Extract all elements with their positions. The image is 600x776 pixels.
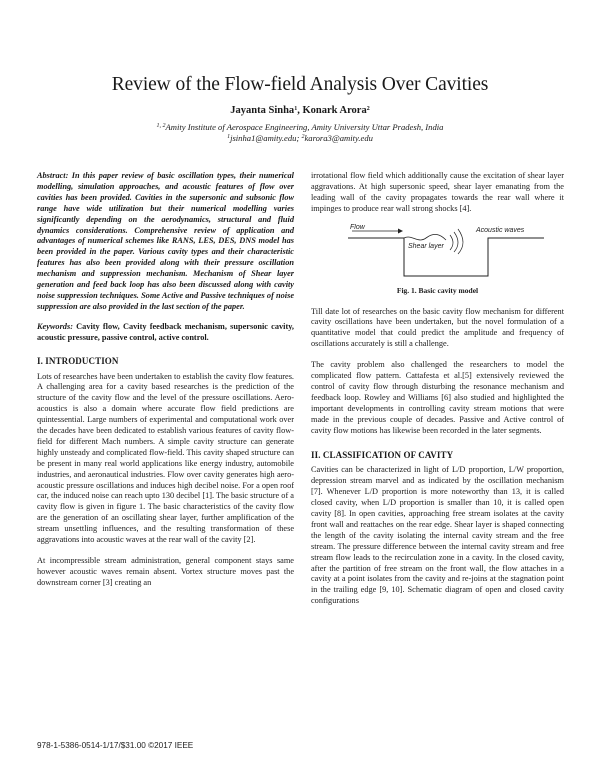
- section-heading-classification: II. CLASSIFICATION OF CAVITY: [311, 449, 454, 460]
- author-superscript: 1: [294, 106, 298, 112]
- cavity-diagram: [346, 224, 546, 282]
- author-superscript: 2: [366, 106, 370, 112]
- email-address: jsinha1@amity.edu: [230, 133, 297, 143]
- shear-layer-curve: [404, 234, 446, 240]
- affiliation-line: [0, 122, 600, 133]
- figure-label-shear: Shear layer: [408, 242, 444, 250]
- paragraph: The cavity problem also challenged the researchers to model the complicated flow pattern. Cattafesta et al.[5] extensively reviewed the control of cavity flow through disturbing the resonance mechanism and feedback loop. Rowley and Williams [6] also studied and highlighted the important developments in controlling cavity stream motions that were made in the previous couple of decades. Passive and Active control of cavity flow motions has likewise been recorded in the later segments.: [311, 360, 564, 435]
- abstract-text: In this paper review of basic oscillation types, their numerical modelling, simulation approaches, and acoustic features of flow over cavities has been provided. Cavities in the supersonic and subsonic flow range have wide utilization but their numerical modelling varies significantly depending on the aerodynamics, structural and fluid dynamics considerations. Comprehensive review of application and advantages of numerical schemes like RANS, LES, DES, DNS model has been provided in the paper. Various cavity types and their characteristic features has also been provided along with their pressure oscillation mechanism and suppression mechanism. Mechanism of Shear layer generation and feed back loop has also been discussed along with cavity noise suppression techniques. Some Active and Passive techniques of noise suppression are also provided in the last section of the paper.: [37, 171, 294, 311]
- basic-cavity-figure: [346, 224, 546, 282]
- email-superscript: 1: [227, 134, 231, 140]
- affiliation-superscript: 1, 2: [156, 123, 166, 129]
- affiliation: [0, 122, 600, 144]
- paragraph: Cavities can be characterized in light of L/D proportion, L/W proportion, depression stream marvel and as indicated by the oscillation mechanism [7]. Whenever L/D proportion is more noteworthy than 13, it is called closed cavity, when L/D proportion is smaller than 10, it is called open cavity [8]. In open cavities, approaching free stream isolates at the cavity front wall and reattaches on the rear edge. Shear layer is shaped connecting the length of the cavity isolating the internal cavity stream and the free stream. The pressure difference between the internal cavity stream and free stream flow leads to the recirculation zone in a cavity. In the closed cavity, after the partition of free stream on the front wall, the flow attaches in a cavity at a point isolates from the cavity and re-joins at the stagnation point in the trailing edge [9, 10]. Schematic diagram of open and closed cavity configurations: [311, 465, 564, 606]
- acoustic-wave-arc: [454, 232, 458, 252]
- acoustic-wave-arc: [458, 229, 463, 254]
- figure-label-flow: Flow: [350, 223, 365, 231]
- author-separator: ,: [297, 105, 303, 116]
- paragraph: Till date lot of researches on the basic cavity flow mechanism for different cavity oscillations have been undertaken, but the novel formulation of a quantitative model that could predict the amplitude and frequency of oscillations accurately is still a challenge.: [311, 306, 564, 349]
- authors: [0, 105, 600, 116]
- paragraph: Lots of researches have been undertaken to establish the cavity flow features. A challenging area for a cavity based researches is the prediction of the structure of the cavity flow and the level of the pressure oscillations. Aero-acoustics is also a domain where accurate flow field predictions are quintessential. Large numbers of experimental and computational work over the decades have been dedicated to establish various features of cavity flow-field for different Mach numbers. A simple cavity structure can generate highly unsteady and complicated flow-field. This cavity shaped structure can be present in many real world applications like energy industry, automobile industries, and aeronautical industries. Flow over cavity generates high aero-acoustic pressure oscillations and induces high decibel noise. For a open roof car, the induced noise can reach upto 130 decibel [1]. The basic structure of a cavity flow is given in figure 1. The basic characteristics of the cavity flow are the generation of an oscillating shear layer, further amplification of the stream unsettling influences, and the resulting transformation of these aggravations into acoustic waves at the rear wall of the cavity [2].: [37, 371, 294, 545]
- keywords: [37, 322, 294, 344]
- left-column: [37, 171, 294, 589]
- figure-caption: Fig. 1. Basic cavity model: [396, 285, 479, 295]
- email-address: karora3@amity.edu: [304, 133, 373, 143]
- paper-title: Review of the Flow-field Analysis Over Cavities: [111, 74, 489, 95]
- paragraph: irrotational flow field which additionally cause the excitation of shear layer aggravations. At high supersonic speed, shear layer emanating from the leading wall of the cavity propagates towards the rear wall where it impinges to produce rear wall strong shocks [4].: [311, 171, 564, 213]
- section-heading-introduction: I. INTRODUCTION: [37, 355, 119, 366]
- keywords-label: Keywords:: [37, 321, 73, 331]
- figure-label-acoustic: Acoustic waves: [476, 226, 525, 234]
- affiliation-text: Amity Institute of Aerospace Engineering, Amity University Uttar Pradesh, India: [165, 122, 444, 132]
- paragraph: At incompressible stream administration, general component stays same however acoustic waves remain absent. Vortex structure moves past the downstream corner [3] creating an: [37, 556, 294, 587]
- abstract: [37, 171, 294, 313]
- email-superscript: 2: [301, 134, 305, 140]
- acoustic-wave-arc: [450, 235, 453, 250]
- author-name: Jayanta Sinha: [230, 105, 295, 116]
- keywords-text: Cavity flow, Cavity feedback mechanism, supersonic cavity, acoustic pressure, passive control, active control.: [37, 321, 294, 342]
- arrowhead-icon: [398, 228, 403, 233]
- email-line: $^1$jsinha1@amity.edu; $^2$karora3@amity.edu: [227, 133, 373, 143]
- abstract-label: Abstract:: [37, 171, 69, 180]
- right-column: [311, 171, 564, 607]
- author-name: Konark Arora: [302, 105, 367, 116]
- copyright-footer: 978-1-5386-0514-1/17/$31.00 ©2017 IEEE: [37, 741, 194, 750]
